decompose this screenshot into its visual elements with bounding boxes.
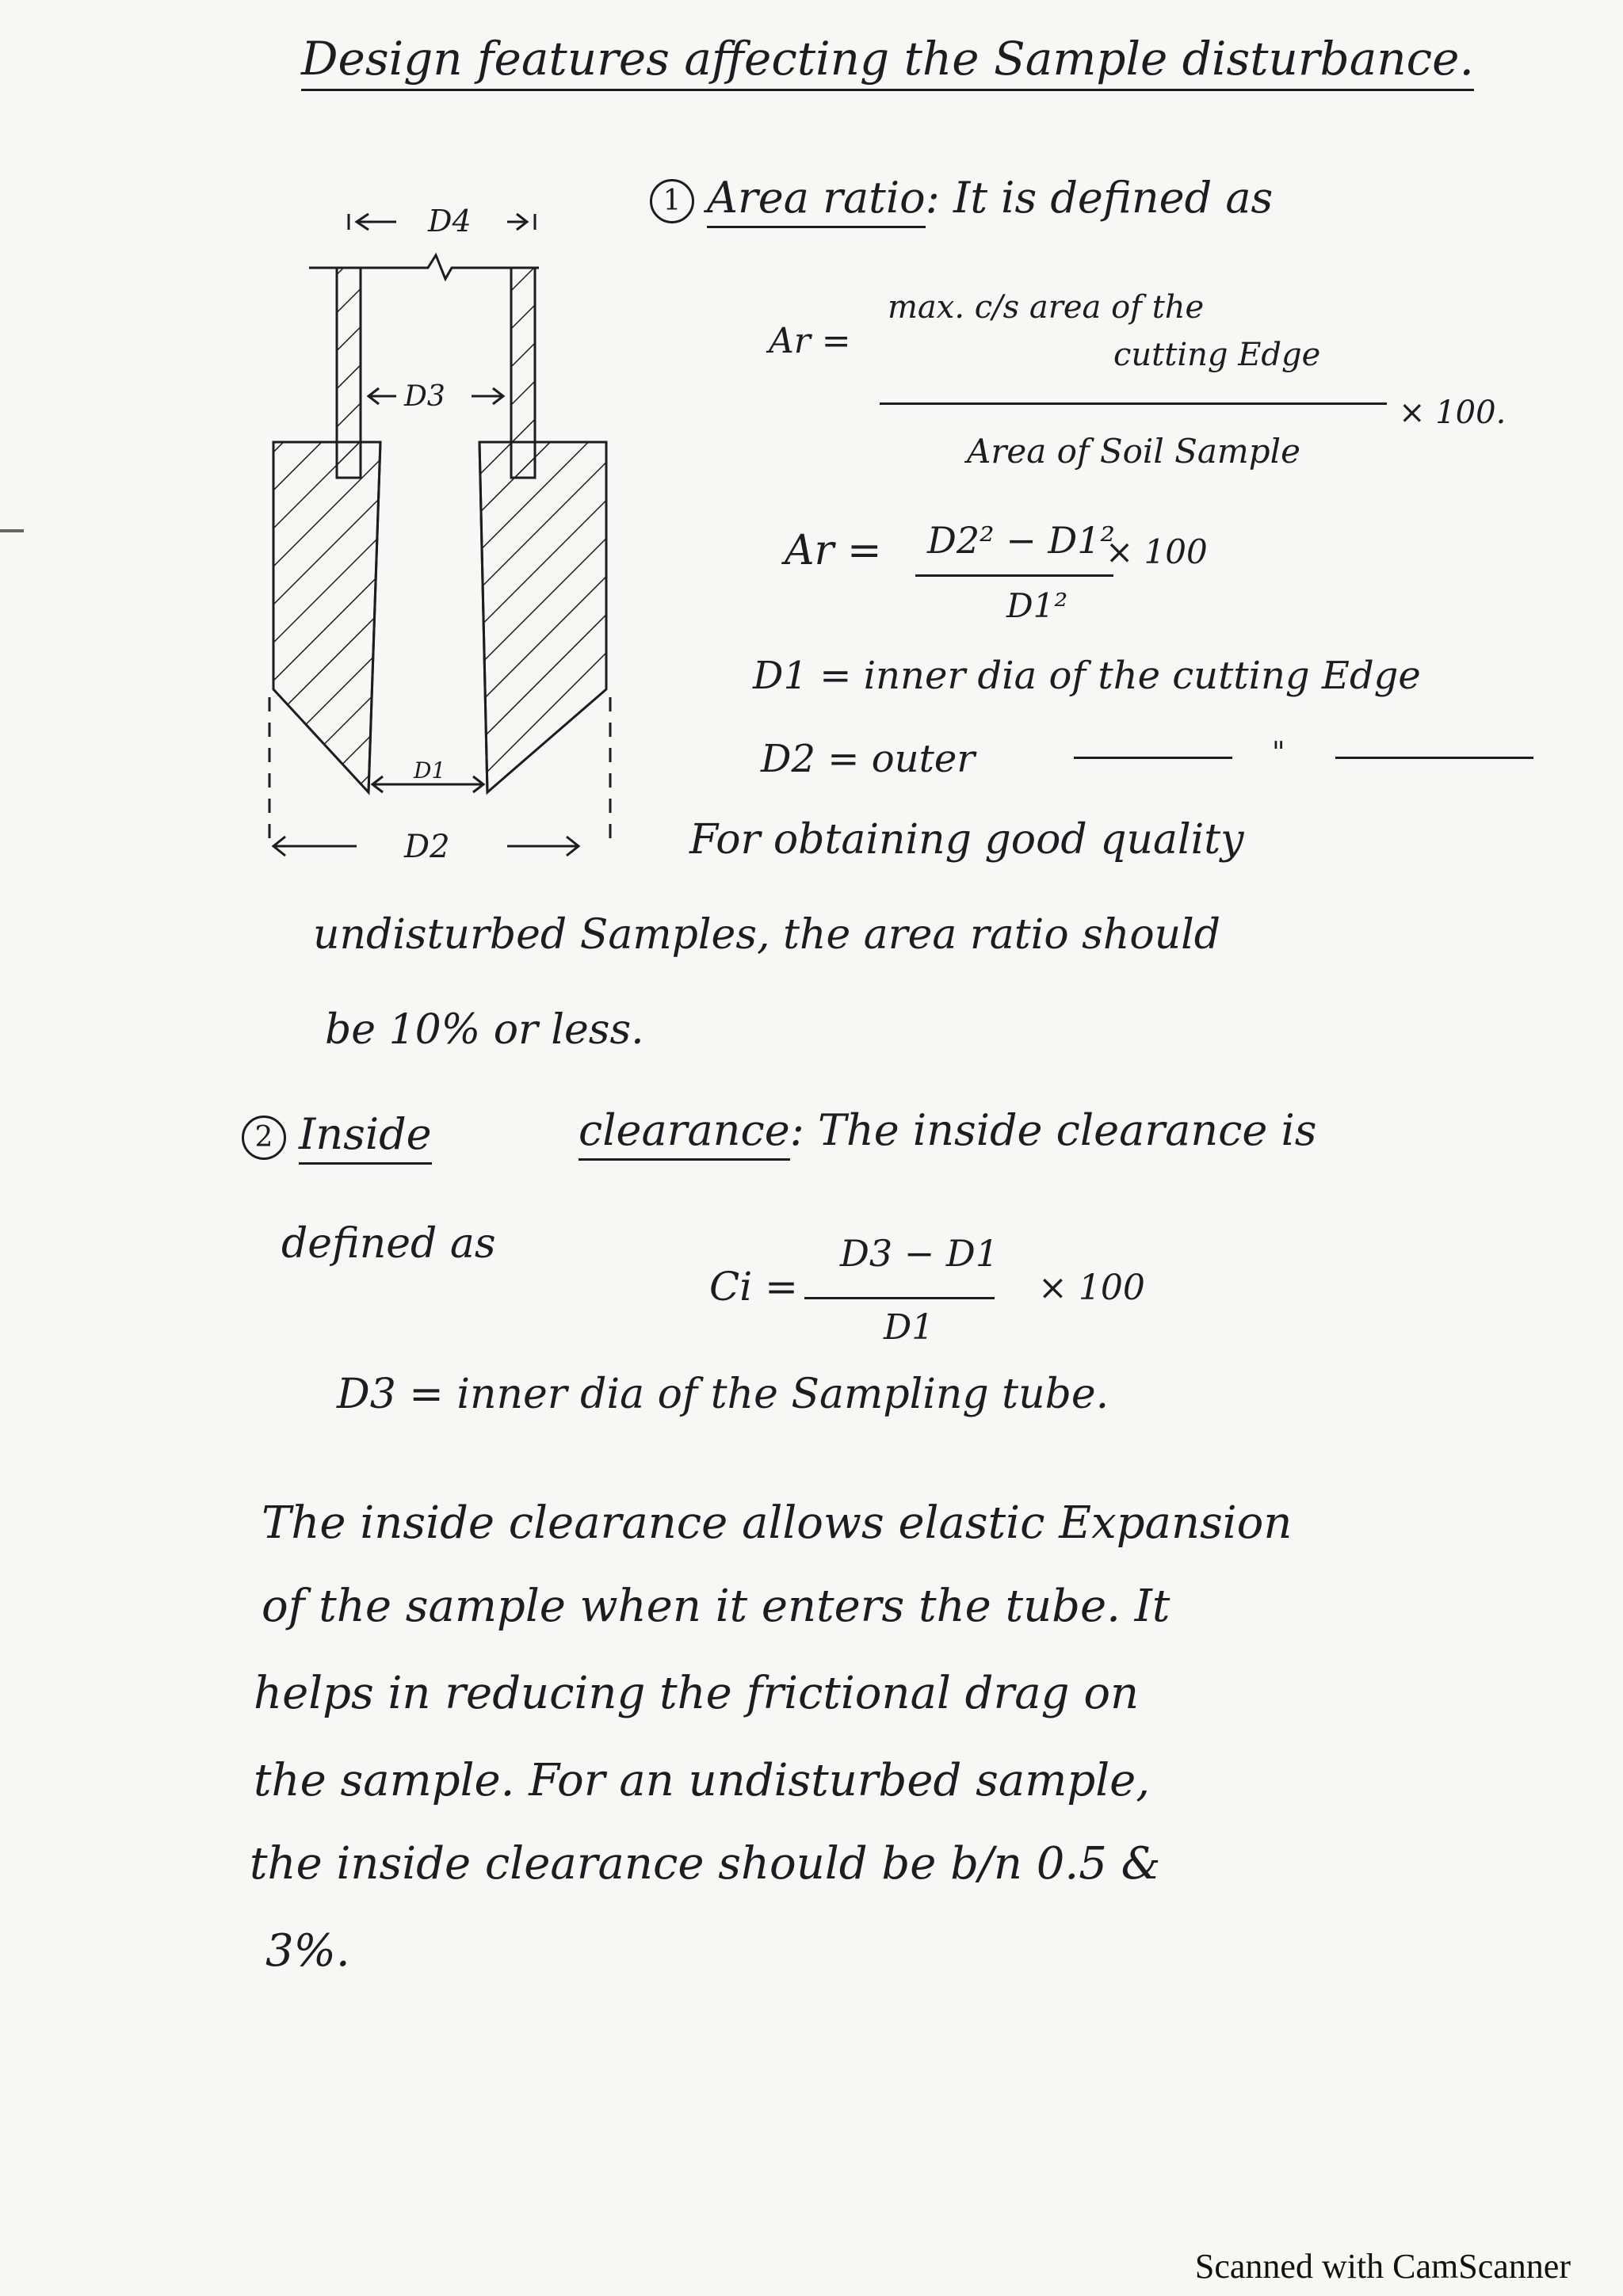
page-title: Design features affecting the Sample disturbance. (301, 32, 1474, 86)
label-d1: D1 (414, 757, 446, 784)
formula2-denominator: D1² (1006, 586, 1068, 625)
formula2-multiplier: × 100 (1106, 532, 1208, 571)
def-d1: D1 = inner dia of the cutting Edge (753, 654, 1421, 698)
para2-line1: The inside clearance allows elastic Expansion (262, 1497, 1293, 1549)
formula2-fraction-bar (915, 574, 1113, 577)
para1-line3: be 10% or less. (325, 1006, 644, 1054)
camscanner-watermark: Scanned with CamScanner (1194, 2247, 1571, 2286)
para2-line6: 3%. (265, 1925, 350, 1977)
section2-heading2: clearance (579, 1105, 790, 1161)
section1-intro: : It is defined as (925, 173, 1274, 223)
ditto-mark: " (1272, 737, 1285, 769)
label-d4: D4 (428, 204, 472, 238)
formula-ci-fraction-bar (804, 1297, 995, 1299)
formula1-numerator-line2: cutting Edge (1113, 337, 1321, 373)
section1-heading: Area ratio (707, 173, 926, 228)
para1-line1: For obtaining good quality (689, 816, 1244, 864)
para2-line5: the inside clearance should be b/n 0.5 & (250, 1838, 1161, 1890)
formula2-numerator: D2² − D1² (927, 519, 1115, 562)
section2-heading: Inside (299, 1109, 432, 1165)
formula1-multiplier: × 100. (1399, 395, 1507, 431)
formula1-fraction-bar (880, 402, 1387, 405)
section2-intro-line2: defined as (281, 1220, 496, 1268)
formula1-lhs: Ar = (769, 321, 851, 361)
formula1-numerator-line1: max. c/s area of the (888, 289, 1205, 326)
def-d2: D2 = outer (761, 737, 976, 781)
section1-number: 1 (650, 179, 694, 223)
para2-line3: helps in reducing the frictional drag on (254, 1668, 1140, 1719)
def-d3: D3 = inner dia of the Sampling tube. (337, 1371, 1109, 1418)
section2-heading-line2 (579, 1105, 1316, 1155)
para2-line4: the sample. For an undisturbed sample, (254, 1755, 1151, 1806)
label-d2: D2 (404, 829, 450, 865)
formula2-lhs: Ar = (785, 527, 882, 574)
ditto-line-1 (1074, 757, 1232, 759)
formula-ci-numerator: D3 − D1 (840, 1232, 999, 1275)
ditto-line-2 (1335, 757, 1533, 759)
para2-line2: of the sample when it enters the tube. It (262, 1581, 1170, 1632)
section2-intro: : The inside clearance is (789, 1105, 1317, 1155)
section1-heading-line (650, 173, 1273, 223)
formula-ci-multiplier: × 100 (1038, 1268, 1145, 1308)
margin-mark (0, 529, 24, 532)
section2-heading-line (242, 1109, 432, 1160)
formula-ci-denominator: D1 (884, 1307, 934, 1348)
para1-line2: undisturbed Samples, the area ratio should (313, 911, 1221, 959)
section2-number: 2 (242, 1116, 286, 1160)
label-d3: D3 (404, 380, 445, 413)
sampler-tube-diagram (238, 182, 650, 879)
formula-ci-lhs: Ci = (709, 1264, 799, 1310)
formula1-denominator: Area of Soil Sample (967, 432, 1300, 471)
